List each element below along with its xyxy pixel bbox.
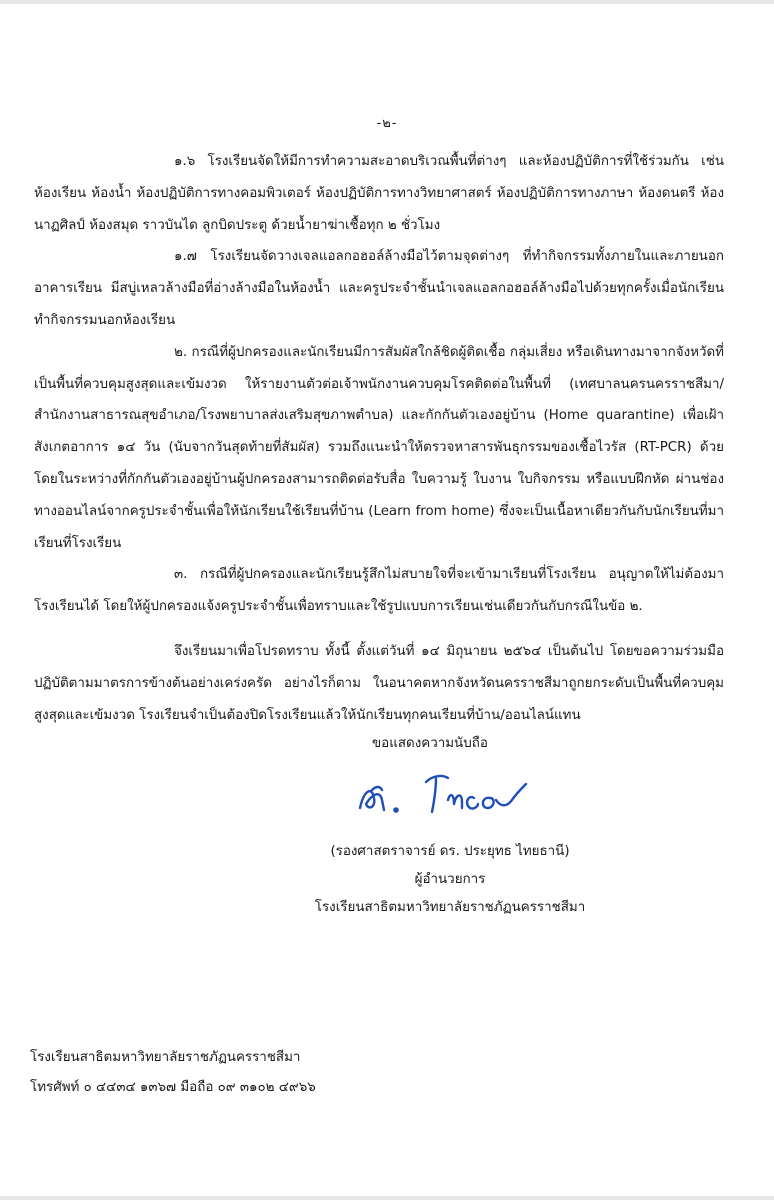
paragraph-conclusion: จึงเรียนมาเพื่อโปรดทราบ ทั้งนี้ ตั้งแต่วันที่ ๑๔ มิถุนายน ๒๕๖๔ เป็นต้นไป โดยขอความร่วมมือปฏิบัติตามมาตรการข้างต้นอย่างเคร่งครัด อย่างไรก็ตาม ในอนาคตหากจังหวัดนครราชสีมาถูกยกระดับเป็นพื้นที่ควบคุมสูงสุดและเข้มงวด โรงเรียนจำเป็นต้องปิดโรงเรียนแล้วให้นักเรียนทุกคนเรียนที่บ้าน/ออนไลน์แทน: [34, 643, 724, 723]
bottom-edge: [0, 1196, 774, 1200]
signature-image: [350, 760, 550, 820]
page-number: -๒-: [376, 116, 398, 131]
closing-phrase: ขอแสดงความนับถือ: [372, 736, 488, 751]
letter-body: [34, 146, 724, 731]
paragraph-1-7: ๑.๗ โรงเรียนจัดวางเจลแอลกอฮอล์ล้างมือไว้ตามจุดต่างๆ ที่ทำกิจกรรมทั้งภายในและภายนอกอาคารเรียน มีสบู่เหลวล้างมือที่อ่างล้างมือในห้องน้ำ และครูประจำชั้นนำเจลแอลกอฮอล์ล้างมือไปด้วยทุกครั้งเมื่อนักเรียนทำกิจกรรมนอกห้องเรียน: [34, 249, 724, 328]
footer-phone: โทรศัพท์ ๐ ๔๔๓๔ ๑๓๖๗ มือถือ ๐๙ ๓๑๐๒ ๔๙๖๖: [30, 1080, 316, 1095]
signature-block: [250, 838, 650, 922]
footer-school-name: โรงเรียนสาธิตมหาวิทยาลัยราชภัฏนครราชสีมา: [30, 1050, 301, 1065]
paragraph-1-6: ๑.๖ โรงเรียนจัดให้มีการทำความสะอาดบริเวณพื้นที่ต่างๆ และห้องปฏิบัติการที่ใช้ร่วมกัน เช่น ห้องเรียน ห้องน้ำ ห้องปฏิบัติการทางคอมพิวเตอร์ ห้องปฏิบัติการทางวิทยาศาสตร์ ห้องปฏิบัติการทางภาษา ห้องดนตรี ห้องนาฏศิลป์ ห้องสมุด ราวบันได ลูกบิดประตู ด้วยน้ำยาฆ่าเชื้อทุก ๒ ชั่วโมง: [34, 154, 724, 233]
paragraph-gap: [34, 623, 724, 636]
paragraph-3: ๓. กรณีที่ผู้ปกครองและนักเรียนรู้สึกไม่สบายใจที่จะเข้ามาเรียนที่โรงเรียน อนุญาตให้ไม่ต้องมาโรงเรียนได้ โดยให้ผู้ปกครองแจ้งครูประจำชั้นเพื่อทราบและใช้รูปแบบการเรียนเช่นเดียวกันกับกรณีในข้อ ๒.: [34, 567, 724, 615]
signer-name: (รองศาสตราจารย์ ดร. ประยุทธ ไทยธานี): [330, 844, 570, 859]
signer-organization: โรงเรียนสาธิตมหาวิทยาลัยราชภัฏนครราชสีมา: [314, 900, 586, 915]
footer-contact: [30, 1043, 316, 1103]
signer-position: ผู้อำนวยการ: [414, 872, 486, 887]
paragraph-2: ๒. กรณีที่ผู้ปกครองและนักเรียนมีการสัมผัสใกล้ชิดผู้ติดเชื้อ กลุ่มเสี่ยง หรือเดินทางมาจากจังหวัดที่เป็นพื้นที่ควบคุมสูงสุดและเข้มงวด ให้รายงานตัวต่อเจ้าพนักงานควบคุมโรคติดต่อในพื้นที่ (เทศบาลนครนครราชสีมา/สำนักงานสาธารณสุขอำเภอ/โรงพยาบาลส่งเสริมสุขภาพตำบล) และกักกันตัวเองอยู่บ้าน (Home quarantine) เพื่อเฝ้าสังเกตอาการ ๑๔ วัน (นับจากวันสุดท้ายที่สัมผัส) รวมถึงแนะนำให้ตรวจหาสารพันธุกรรมของเชื้อไวรัส (RT-PCR) ด้วย โดยในระหว่างที่กักกันตัวเองอยู่บ้านผู้ปกครองสามารถติดต่อรับสื่อ ใบความรู้ ใบงาน ใบกิจกรรม หรือแบบฝึกหัด ผ่านช่องทางออนไลน์จากครูประจำชั้นเพื่อให้นักเรียนใช้เรียนที่บ้าน (Learn from home) ซึ่งจะเป็นเนื้อหาเดียวกันกับนักเรียนที่มาเรียนที่โรงเรียน: [34, 344, 724, 551]
